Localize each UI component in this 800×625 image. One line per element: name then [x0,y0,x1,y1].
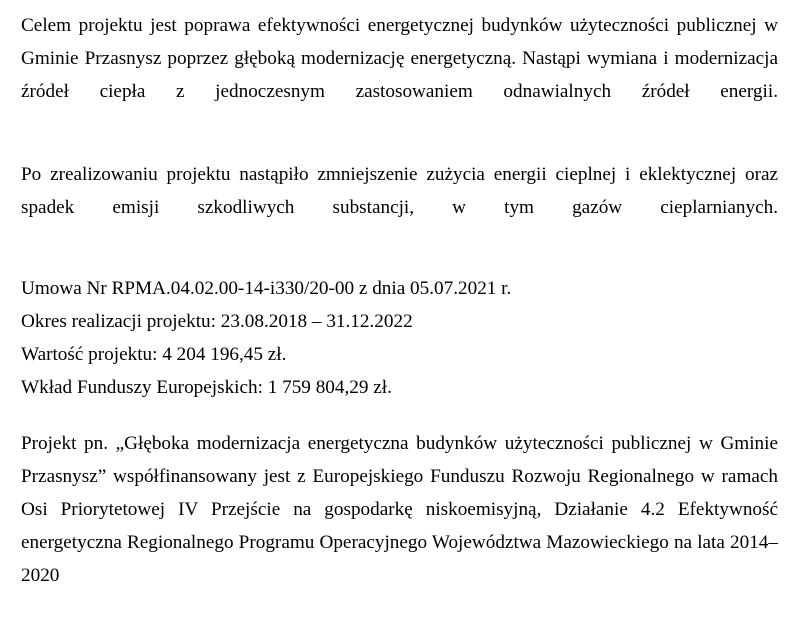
paragraph-funding-statement: Projekt pn. „Głęboka modernizacja energetyczna budynków użyteczności publicznej w Gminie Przasnysz” współfinansowany jest z Europejskiego Funduszu Rozwoju Regionalnego w ramach Osi Priorytetowej IV Przejście na gospodarkę niskoemisyjną, Działanie 4.2 Efektywność energetyczna Regionalnego Programu Operacyjnego Województwa Mazowieckiego na lata 2014–2020 [21,433,778,586]
detail-eu-contribution: Wkład Funduszy Europejskich: 1 759 804,29 zł. [21,377,392,398]
project-details-block [21,272,778,404]
paragraph-project-results: Po zrealizowaniu projektu nastąpiło zmniejszenie zużycia energii cieplnej i eklektycznej oraz spadek emisji szkodliwych substancji, w tym gazów cieplarnianych. [21,164,778,218]
detail-project-value: Wartość projektu: 4 204 196,45 zł. [21,344,287,365]
paragraph-project-objective: Celem projektu jest poprawa efektywności energetycznej budynków użyteczności publicznej w Gminie Przasnysz poprzez głęboką modernizację energetyczną. Nastąpi wymiana i modernizacja źródeł ciepła z jednoczesnym zastosowaniem odnawialnych źródeł energii. [21,15,778,102]
detail-implementation-period: Okres realizacji projektu: 23.08.2018 – 31.12.2022 [21,311,413,332]
detail-agreement-number: Umowa Nr RPMA.04.02.00-14-i330/20-00 z dnia 05.07.2021 r. [21,278,512,299]
document-body [21,0,778,625]
